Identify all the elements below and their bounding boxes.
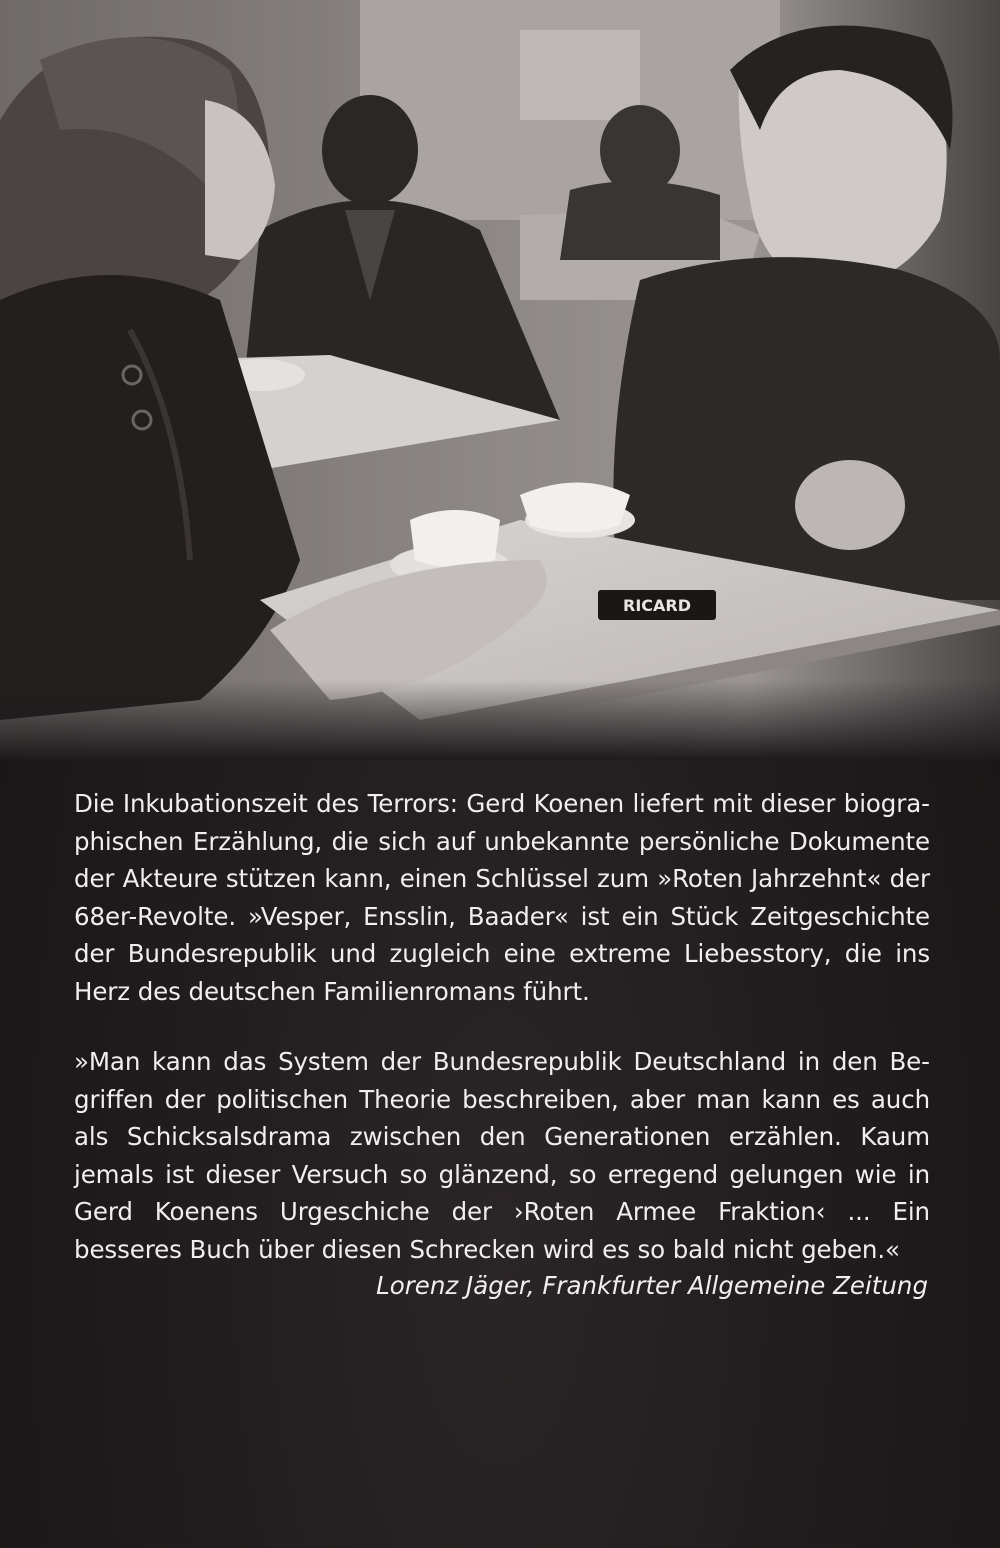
cover-photograph [0, 0, 1000, 760]
blurb-paragraph-2: »Man kann das System der Bundesrepublik Deutschland in den Begriffen der politischen Theorie beschreiben, aber man kann es auch als Schicksalsdrama zwischen den Generationen erzählen. Kaum jemals ist dieser Versuch so glänzend, so erregend gelungen wie in Gerd Koenens Urgeschiche der ›Roten Armee Fraktion‹ ... Ein besseres Buch über diesen Schrecken wird es so bald nicht geben.« [74, 1047, 930, 1264]
ashtray-label: RICARD [623, 596, 691, 615]
quote-attribution: Lorenz Jäger, Frankfurter Allgemeine Zeitung [376, 1271, 928, 1300]
blurb-paragraph-1: Die Inkubationszeit des Terrors: Gerd Koenen liefert mit dieser biographischen Erzählung, die sich auf unbekannte persönliche Dokumente der Akteure stützen kann, einen Schlüssel zum »Roten Jahrzehnt« der 68er-Revolte. »Vesper, Ensslin, Baader« ist ein Stück Zeitgeschichte der Bundesrepublik und zugleich eine extreme Liebesstory, die ins Herz des deutschen Familienromans führt. [74, 789, 930, 1006]
